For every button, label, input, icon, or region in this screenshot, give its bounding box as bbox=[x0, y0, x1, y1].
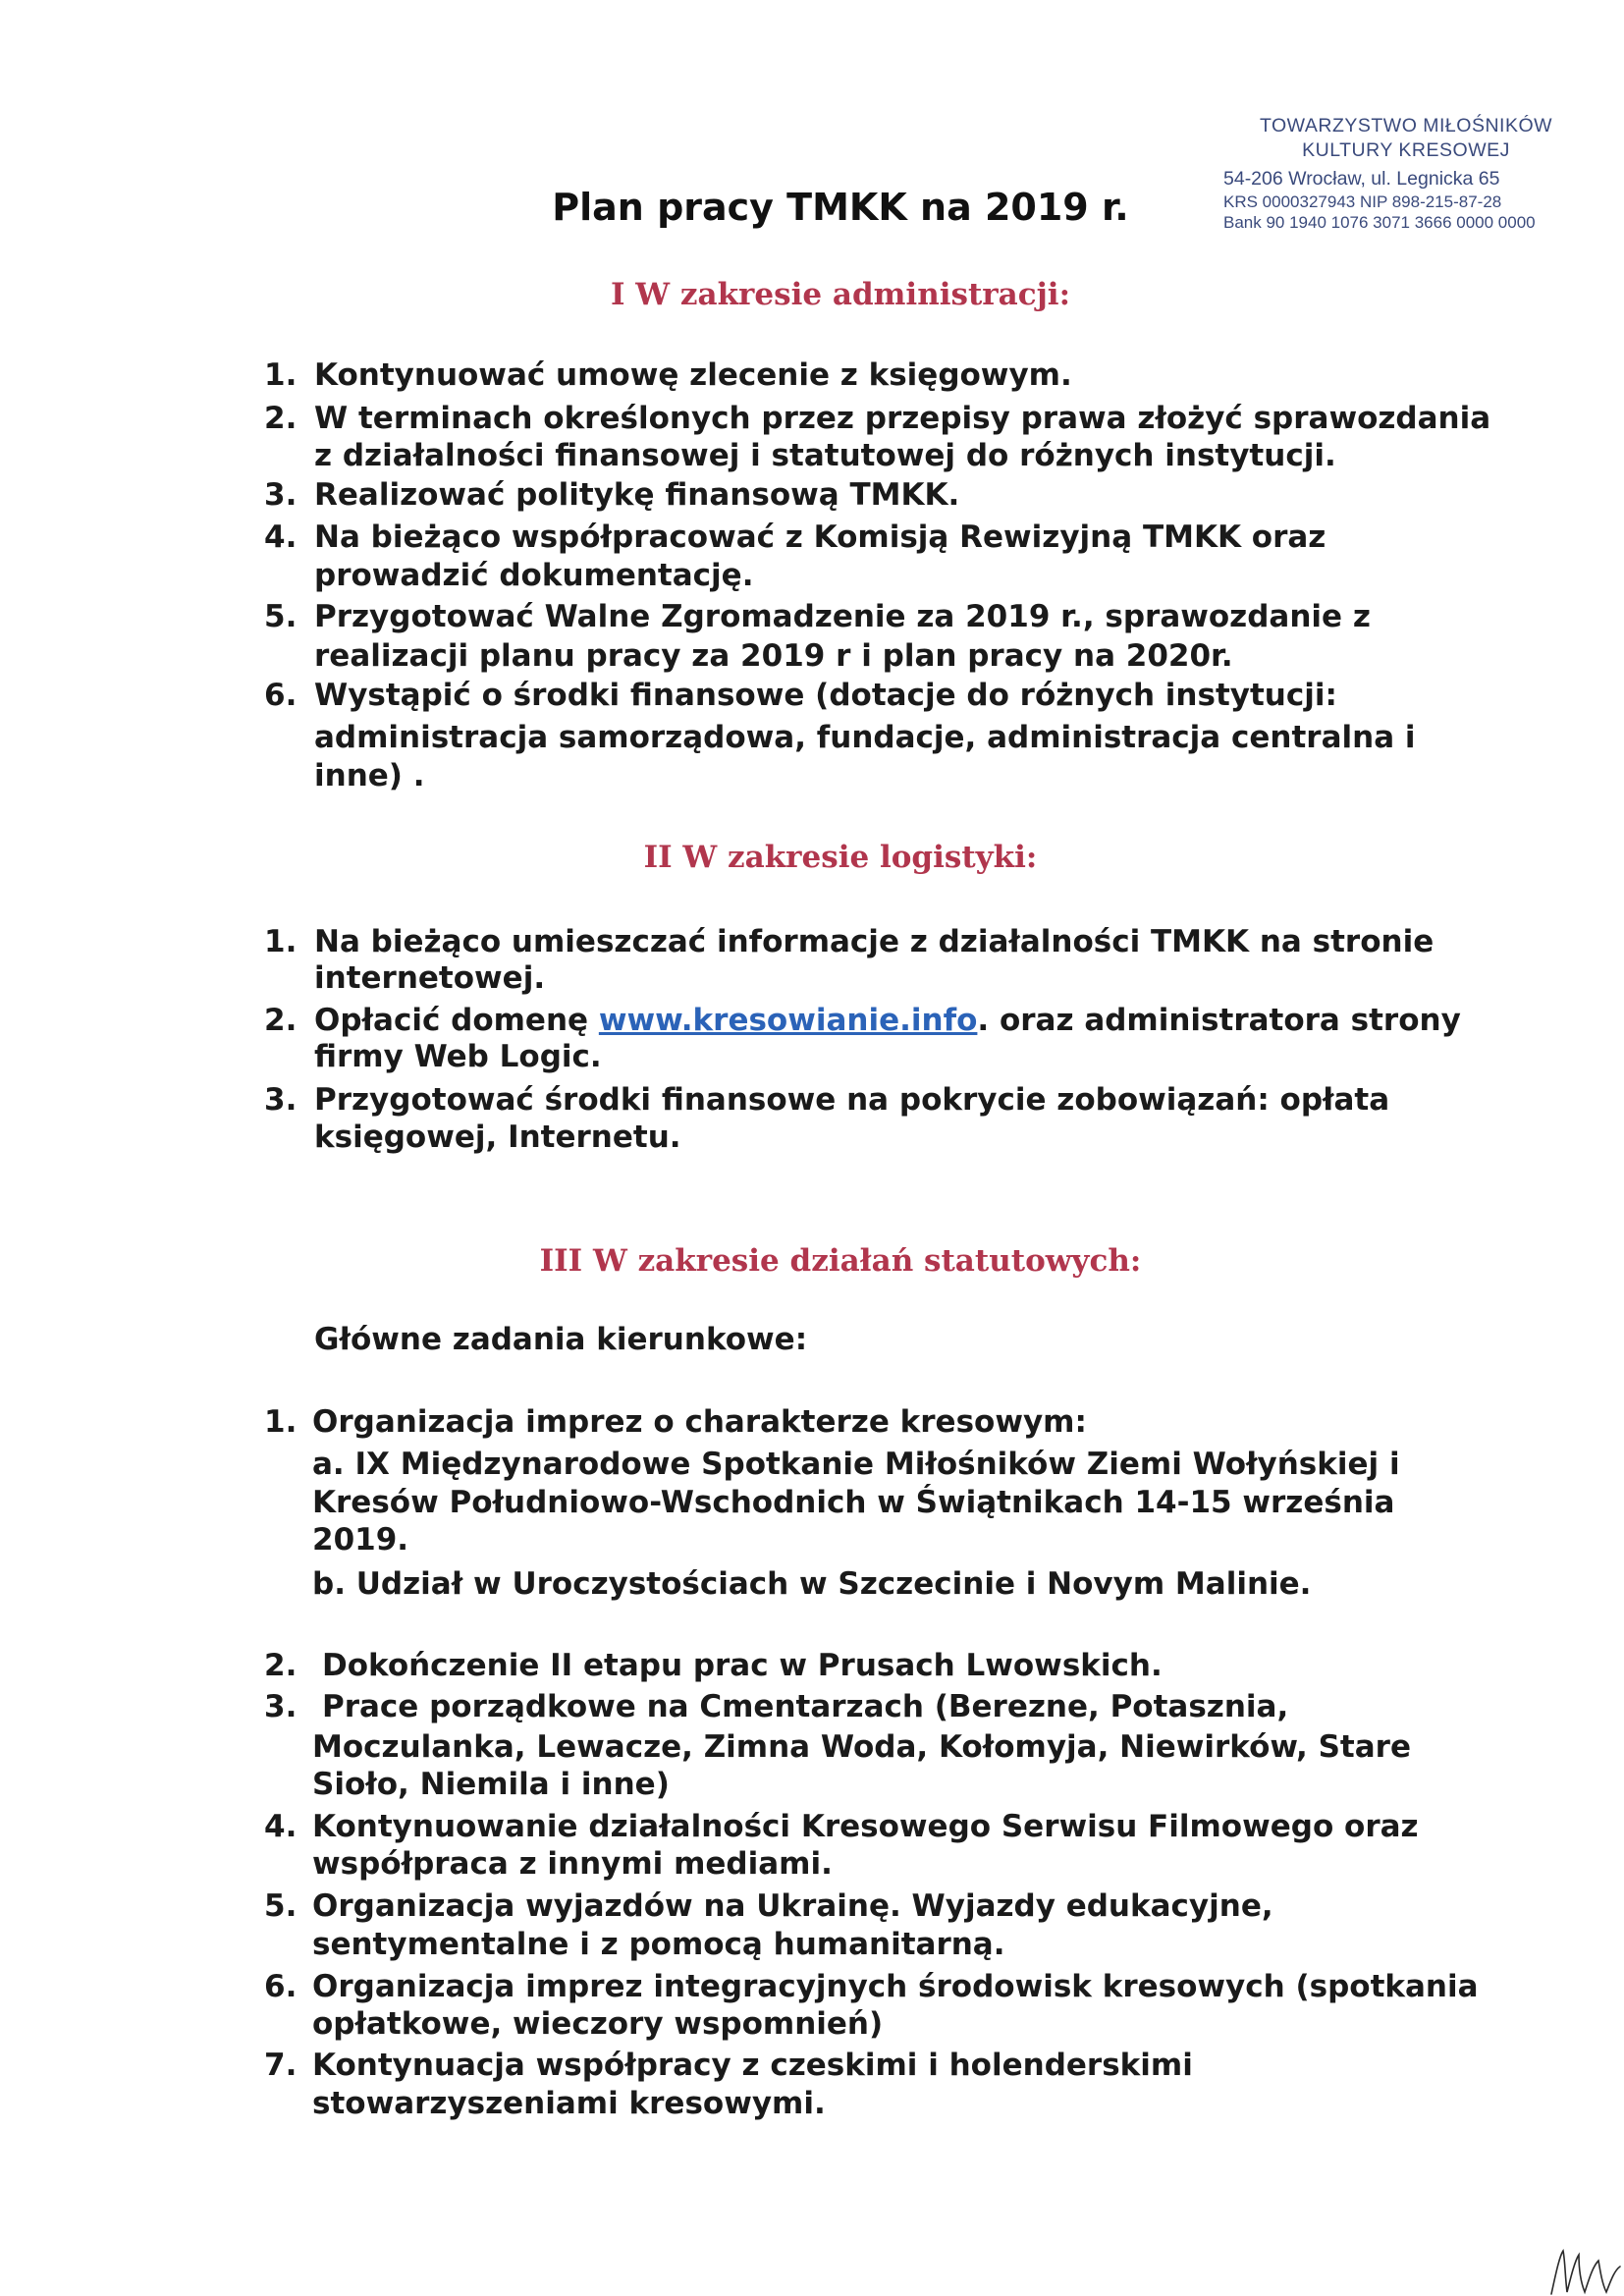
s1-item-1-line-1: Kontynuować umowę zlecenie z księgowym. bbox=[314, 357, 1072, 393]
s3-item-5-number: 5. bbox=[264, 1888, 298, 1924]
s3-item-3-line-3: Sioło, Niemila i inne) bbox=[312, 1767, 670, 1802]
s3-item-2-number: 2. bbox=[264, 1648, 298, 1683]
s1-item-6-number: 6. bbox=[264, 678, 298, 713]
section-2-heading: II W zakresie logistyki: bbox=[643, 840, 1038, 875]
signature-mark bbox=[1545, 2247, 1624, 2296]
s1-item-5-number: 5. bbox=[264, 599, 298, 634]
s1-item-5-line-1: Przygotować Walne Zgromadzenie za 2019 r., sprawozdanie z bbox=[314, 599, 1371, 634]
s1-item-6-line-1: Wystąpić o środki finansowe (dotacje do różnych instytucji: bbox=[314, 678, 1337, 713]
s3-item-5-line-1: Organizacja wyjazdów na Ukrainę. Wyjazdy edukacyjne, bbox=[312, 1888, 1273, 1924]
s3-item-7-line-2: stowarzyszeniami kresowymi. bbox=[312, 2086, 826, 2121]
s3-item-1-line-4: 2019. bbox=[312, 1522, 409, 1558]
section-1-heading: I W zakresie administracji: bbox=[610, 277, 1071, 312]
stamp-bank: Bank 90 1940 1076 3071 3666 0000 0000 bbox=[1223, 213, 1536, 232]
s2-item-1-line-2: internetowej. bbox=[314, 960, 546, 996]
s1-item-4-line-1: Na bieżąco współpracować z Komisją Rewizyjną TMKK oraz bbox=[314, 519, 1326, 555]
s3-item-7-number: 7. bbox=[264, 2048, 298, 2083]
stamp-address: 54-206 Wrocław, ul. Legnicka 65 bbox=[1223, 168, 1500, 190]
s2-item-2-line-1 bbox=[314, 1003, 1461, 1038]
s3-item-3-number: 3. bbox=[264, 1689, 298, 1724]
page-title: Plan pracy TMKK na 2019 r. bbox=[552, 186, 1129, 229]
section-3-heading: III W zakresie działań statutowych: bbox=[539, 1243, 1142, 1279]
domain-link[interactable]: www.kresowianie.info bbox=[598, 1003, 978, 1038]
stamp-line-1: TOWARZYSTWO MIŁOŚNIKÓW bbox=[1259, 115, 1553, 137]
s2-item-3-number: 3. bbox=[264, 1082, 298, 1118]
s1-item-5-line-2: realizacji planu pracy za 2019 r i plan pracy na 2020r. bbox=[314, 638, 1233, 674]
s3-item-6-line-2: opłatkowe, wieczory wspomnień) bbox=[312, 2006, 884, 2042]
s3-item-4-number: 4. bbox=[264, 1809, 298, 1844]
s2-item-3-line-2: księgowej, Internetu. bbox=[314, 1120, 681, 1155]
s2-item-2-line-2: firmy Web Logic. bbox=[314, 1039, 602, 1074]
s3-item-6-number: 6. bbox=[264, 1969, 298, 2004]
s1-item-3-number: 3. bbox=[264, 477, 298, 513]
s3-item-1-line-2: a. IX Międzynarodowe Spotkanie Miłośników Ziemi Wołyńskiej i bbox=[312, 1447, 1400, 1482]
s3-item-1-line-1: Organizacja imprez o charakterze kresowym: bbox=[312, 1404, 1087, 1440]
s3-item-1-number: 1. bbox=[264, 1404, 298, 1440]
s3-item-5-line-2: sentymentalne i z pomocą humanitarną. bbox=[312, 1927, 1005, 1962]
s2-item-2-text-after-link: . oraz administratora strony bbox=[977, 1003, 1461, 1038]
s3-item-6-line-1: Organizacja imprez integracyjnych środowisk kresowych (spotkania bbox=[312, 1969, 1479, 2004]
s2-item-1-line-1: Na bieżąco umieszczać informacje z działalności TMKK na stronie bbox=[314, 924, 1435, 959]
s2-item-3-line-1: Przygotować środki finansowe na pokrycie zobowiązań: opłata bbox=[314, 1082, 1390, 1118]
s3-item-3-line-2: Moczulanka, Lewacze, Zimna Woda, Kołomyja, Niewirków, Stare bbox=[312, 1729, 1411, 1765]
s3-item-7-line-1: Kontynuacja współpracy z czeskimi i holenderskimi bbox=[312, 2048, 1193, 2083]
s1-item-3-line-1: Realizować politykę finansową TMKK. bbox=[314, 477, 960, 513]
stamp-line-2: KULTURY KRESOWEJ bbox=[1302, 139, 1510, 161]
s3-item-1-line-3: Kresów Południowo-Wschodnich w Świątnikach 14-15 września bbox=[312, 1485, 1395, 1520]
s1-item-4-line-2: prowadzić dokumentację. bbox=[314, 558, 754, 593]
s3-item-2-line-1: Dokończenie II etapu prac w Prusach Lwowskich. bbox=[322, 1648, 1163, 1683]
s1-item-4-number: 4. bbox=[264, 519, 298, 555]
s1-item-2-line-1: W terminach określonych przez przepisy prawa złożyć sprawozdania bbox=[314, 401, 1491, 436]
s1-item-6-line-3: inne) . bbox=[314, 758, 425, 793]
s1-item-6-line-2: administracja samorządowa, fundacje, administracja centralna i bbox=[314, 720, 1416, 755]
s3-subheading: Główne zadania kierunkowe: bbox=[314, 1322, 808, 1357]
s1-item-1-number: 1. bbox=[264, 357, 298, 393]
s2-item-2-number: 2. bbox=[264, 1003, 298, 1038]
s1-item-2-line-2: z działalności finansowej i statutowej do różnych instytucji. bbox=[314, 438, 1336, 473]
s3-item-1-line-5: b. Udział w Uroczystościach w Szczecinie i Novym Malinie. bbox=[312, 1566, 1312, 1602]
s3-item-4-line-2: współpraca z innymi mediami. bbox=[312, 1846, 833, 1882]
stamp-krs-nip: KRS 0000327943 NIP 898-215-87-28 bbox=[1223, 192, 1502, 211]
s3-item-4-line-1: Kontynuowanie działalności Kresowego Serwisu Filmowego oraz bbox=[312, 1809, 1419, 1844]
s3-item-3-line-1: Prace porządkowe na Cmentarzach (Berezne, Potasznia, bbox=[322, 1689, 1289, 1724]
s2-item-1-number: 1. bbox=[264, 924, 298, 959]
s1-item-2-number: 2. bbox=[264, 401, 298, 436]
s2-item-2-text-before-link: Opłacić domenę bbox=[314, 1003, 599, 1038]
